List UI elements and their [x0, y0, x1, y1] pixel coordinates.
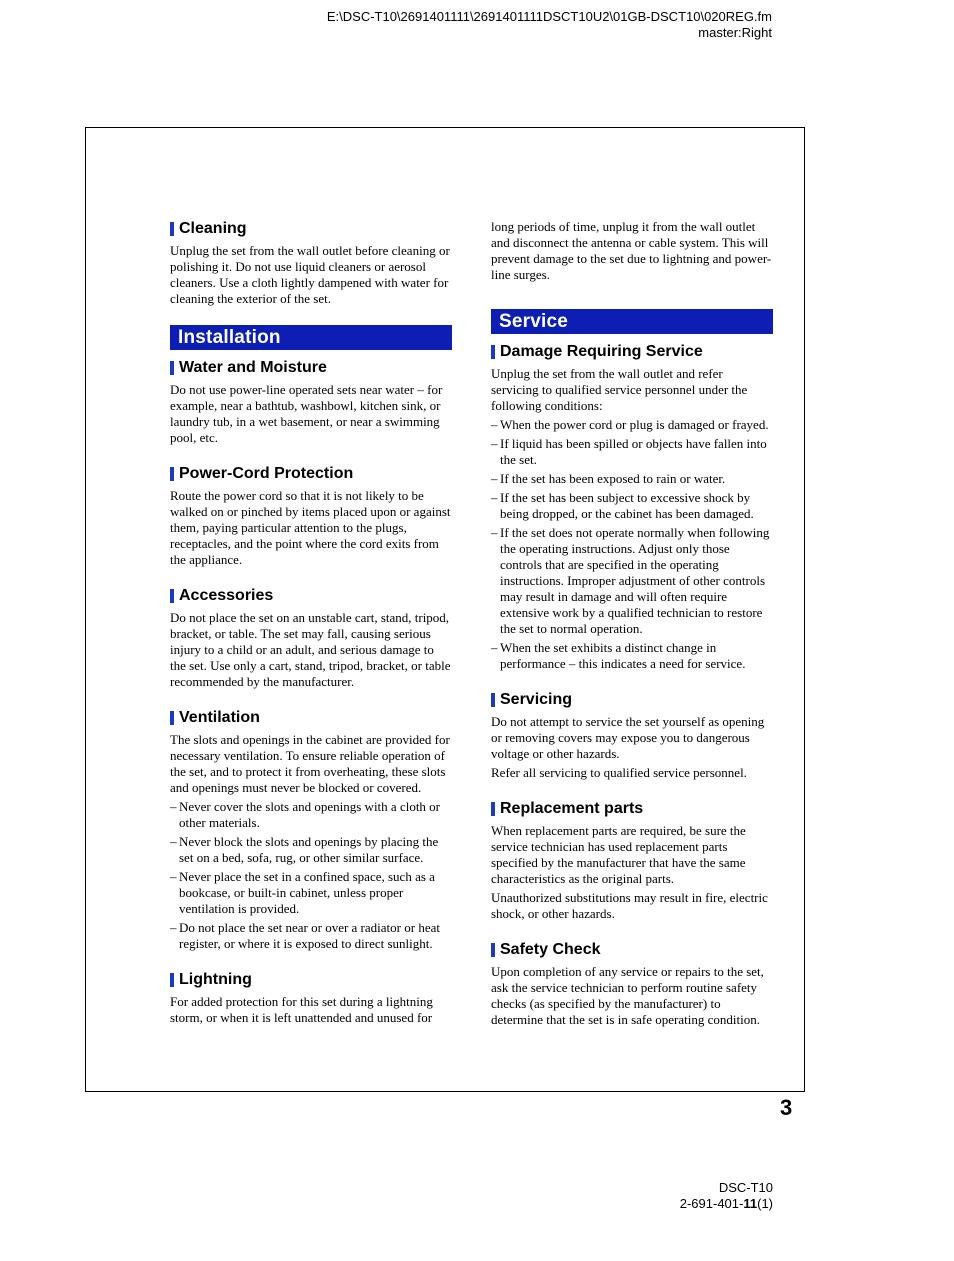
replacement-text-1: When replacement parts are required, be sure the service technician has used replacement parts specified by the manufacturer that have the same characteristics as the original parts.	[491, 823, 746, 886]
heading-bar-icon	[170, 711, 174, 725]
list-item: – When the power cord or plug is damaged or frayed.	[491, 417, 773, 433]
heading-safety-check: Safety Check	[491, 940, 773, 960]
footer-model: DSC-T10	[718, 1180, 773, 1195]
heading-ventilation: Ventilation	[170, 708, 452, 728]
section-water-moisture	[170, 358, 452, 446]
heading-bar-icon	[170, 973, 174, 987]
lightning-continued-text: long periods of time, unplug it from the wall outlet and disconnect the antenna or cable system. This will prevent damage to the set due to lightning and power-line surges.	[491, 219, 772, 282]
service-banner: Service	[491, 309, 773, 334]
heading-replacement-parts: Replacement parts	[491, 799, 773, 819]
section-replacement-parts	[491, 799, 773, 922]
section-accessories	[170, 586, 452, 690]
list-item: – Never place the set in a confined space, such as a bookcase, or built-in cabinet, unless proper ventilation is provided.	[170, 869, 452, 917]
list-item: – Never cover the slots and openings with a cloth or other materials.	[170, 799, 452, 831]
damage-text: Unplug the set from the wall outlet and refer servicing to qualified service personnel under the following conditions:	[491, 366, 748, 413]
servicing-text-1: Do not attempt to service the set yourself as opening or removing covers may expose you to dangerous voltage or other hazards.	[491, 714, 765, 761]
section-cleaning	[170, 219, 452, 307]
installation-banner: Installation	[170, 325, 452, 350]
servicing-text-2: Refer all servicing to qualified service personnel.	[491, 765, 747, 780]
section-servicing	[491, 690, 773, 781]
heading-bar-icon	[491, 943, 495, 957]
safety-check-text: Upon completion of any service or repairs to the set, ask the service technician to perform routine safety checks (as specified by the manufacturer) to determine that the set is in safe operating condition.	[491, 964, 764, 1027]
page-number: 3	[780, 1095, 793, 1120]
power-cord-text: Route the power cord so that it is not likely to be walked on or pinched by items placed upon or against them, paying particular attention to the plugs, receptacles, and the point where the cord exits from the appliance.	[170, 488, 451, 567]
heading-lightning: Lightning	[170, 970, 452, 990]
right-column	[491, 219, 773, 1046]
accessories-text: Do not place the set on an unstable cart, stand, tripod, bracket, or table. The set may fall, causing serious injury to a child or an adult, and serious damage to the set. Use only a cart, stand, tripod, bracket, or table recommended by the manufacturer.	[170, 610, 451, 689]
footer	[680, 1180, 773, 1212]
ventilation-text: The slots and openings in the cabinet are provided for necessary ventilation. To ensure reliable operation of the set, and to protect it from overheating, these slots and openings must never be blocked or covered.	[170, 732, 450, 795]
list-item: – When the set exhibits a distinct change in performance – this indicates a need for service.	[491, 640, 773, 672]
heading-bar-icon	[491, 693, 495, 707]
file-path: E:\DSC-T10\2691401111\2691401111DSCT10U2\01GB-DSCT10\020REG.fm	[326, 9, 772, 24]
list-item: – If the set has been exposed to rain or water.	[491, 471, 773, 487]
list-item: – If liquid has been spilled or objects have fallen into the set.	[491, 436, 773, 468]
section-ventilation	[170, 708, 452, 952]
section-damage-requiring-service	[491, 342, 773, 672]
heading-bar-icon	[170, 361, 174, 375]
list-item: – Never block the slots and openings by placing the set on a bed, sofa, rug, or other similar surface.	[170, 834, 452, 866]
file-path-header	[327, 9, 772, 41]
section-power-cord	[170, 464, 452, 568]
heading-water-moisture: Water and Moisture	[170, 358, 452, 378]
left-column	[170, 219, 452, 1044]
heading-bar-icon	[170, 589, 174, 603]
list-item: – Do not place the set near or over a radiator or heat register, or where it is exposed to direct sunlight.	[170, 920, 452, 952]
section-safety-check	[491, 940, 773, 1028]
footer-code: 2-691-401-11(1)	[679, 1196, 773, 1211]
heading-power-cord: Power-Cord Protection	[170, 464, 452, 484]
heading-bar-icon	[170, 222, 174, 236]
water-text: Do not use power-line operated sets near water – for example, near a bathtub, washbowl, kitchen sink, or laundry tub, in a wet basement, or near a swimming pool, etc.	[170, 382, 443, 445]
heading-accessories: Accessories	[170, 586, 452, 606]
heading-cleaning: Cleaning	[170, 219, 452, 239]
heading-bar-icon	[170, 467, 174, 481]
heading-bar-icon	[491, 345, 495, 359]
list-item: – If the set has been subject to excessive shock by being dropped, or the cabinet has been damaged.	[491, 490, 773, 522]
damage-list	[491, 417, 773, 672]
heading-damage-requiring-service: Damage Requiring Service	[491, 342, 773, 362]
lightning-text: For added protection for this set during a lightning storm, or when it is left unattended and unused for	[170, 994, 433, 1025]
section-lightning-continued	[491, 219, 773, 283]
section-lightning	[170, 970, 452, 1026]
list-item: – If the set does not operate normally when following the operating instructions. Adjust only those controls that are specified in the operating instructions. Improper adjustment of other controls may result in damage and will often require extensive work by a qualified technician to restore the set to normal operation.	[491, 525, 773, 637]
heading-servicing: Servicing	[491, 690, 773, 710]
heading-bar-icon	[491, 802, 495, 816]
cleaning-text: Unplug the set from the wall outlet before cleaning or polishing it. Do not use liquid cleaners or aerosol cleaners. Use a cloth lightly dampened with water for cleaning the exterior of the set.	[170, 243, 450, 306]
ventilation-list	[170, 799, 452, 952]
replacement-text-2: Unauthorized substitutions may result in fire, electric shock, or other hazards.	[491, 890, 768, 921]
master-page-label: master:Right	[698, 25, 772, 40]
